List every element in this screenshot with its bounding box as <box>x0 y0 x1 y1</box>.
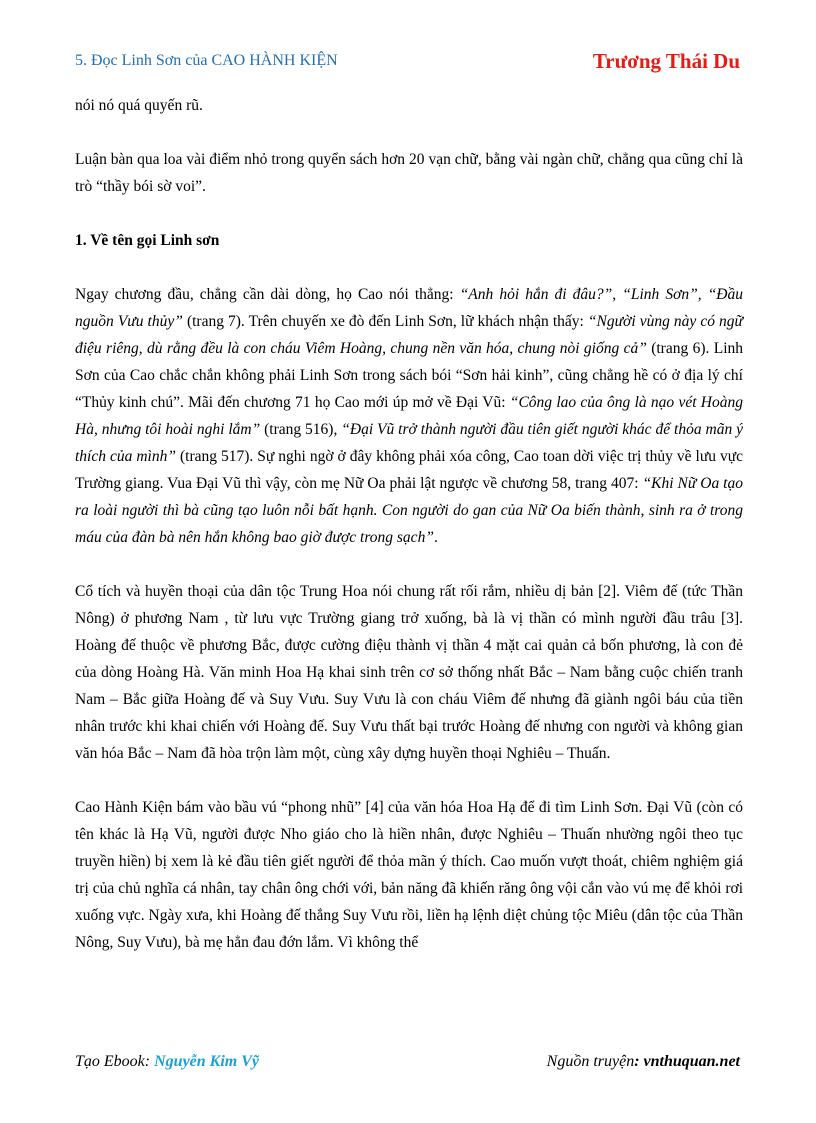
document-body <box>75 92 743 983</box>
text-run: Ngay chương đầu, chẳng cần dài dòng, họ Cao nói thẳng: <box>75 286 460 303</box>
quote: “Người vùng này có ngữ điệu riêng, dù rằng đều là con cháu Viêm Hoàng, chung nền văn hóa, chung nòi giống cả” <box>75 313 743 357</box>
text-run: (trang 517). Sự nghi ngờ ở đây không phải xóa công, Cao toan dời việc trị thủy về lưu vực Trường giang. Vua Đại Vũ thì vậy, còn mẹ Nữ Oa phải lật ngược về chương 58, trang 407: <box>75 448 743 492</box>
footer-ebook-credit <box>75 1053 259 1071</box>
quote: “Anh hỏi hắn đi đâu?”, “Linh Sơn”, “Đầu nguồn Vưu thủy” <box>75 286 744 330</box>
ebook-creator: Nguyễn Kim Vỹ <box>154 1053 259 1070</box>
text-run: (trang 6). Linh Sơn của Cao chắc chắn không phải Linh Sơn trong sách bói “Sơn hải kinh”, cũng chẳng hề có ở địa lý chí “Thủy kinh chú”. Mãi đến chương 71 họ Cao mới úp mở về Đại Vũ: <box>75 340 744 411</box>
quote: “Khi Nữ Oa tạo ra loài người thì bà cũng tạo luôn nỗi bất hạnh. Con người do gan của Nữ Oa biến thành, sinh ra ở trong máu của đàn bà nên hắn không bao giờ được trong sạch” <box>75 475 743 546</box>
paragraph: Cổ tích và huyền thoại của dân tộc Trung Hoa nói chung rất rối rắm, nhiều dị bản [2]. Viêm đế (tức Thần Nông) ở phương Nam , từ lưu vực Trường giang trở xuống, bà là vị thần có mình người đầu trâu [3]. Hoàng đế thuộc về phương Bắc, được cường điệu thành vị thần 4 mặt cai quản cả bốn phương, là con đẻ của dòng Hoàng Hà. Văn minh Hoa Hạ khai sinh trên cơ sở thống nhất Bắc – Nam bằng cuộc chiến tranh Nam – Bắc giữa Hoàng đế và Suy Vưu. Suy Vưu là con cháu Viêm đế nhưng đã giành ngôi báu của tiền nhân trước khi khai chiến với Hoàng đế. Suy Vưu thất bại trước Hoàng đế nhưng con người và không gian văn hóa Bắc – Nam đã hòa trộn làm một, cùng xây dựng huyền thoại Nghiêu – Thuấn. <box>75 583 743 762</box>
text-run: (trang 516), <box>260 421 342 438</box>
text-run: . <box>433 529 438 546</box>
author-name: Trương Thái Du <box>592 49 740 73</box>
source-site: vnthuquan.net <box>643 1053 740 1070</box>
paragraph: Cao Hành Kiện bám vào bầu vú “phong nhũ” [4] của văn hóa Hoa Hạ để đi tìm Linh Sơn. Đại Vũ (còn có tên khác là Hạ Vũ, người được Nho giáo cho là hiền nhân, được Nghiêu – Thuấn nhường ngôi theo tục truyền hiền) bị xem là kẻ đầu tiên giết người để thỏa mãn ý thích. Cao muốn vượt thoát, chiêm nghiệm giá trị của chủ nghĩa cá nhân, tay chân ông chới với, bản năng đã khiến răng ông vội cắn vào vú mẹ để khỏi rơi xuống vực. Ngày xưa, khi Hoàng đế thắng Suy Vưu rồi, liền hạ lệnh diệt chủng tộc Miêu (dân tộc của Thần Nông, Suy Vưu), bà mẹ hẳn đau đớn lắm. Vì không thể <box>75 799 743 951</box>
section-heading: 1. Về tên gọi Linh sơn <box>75 232 220 249</box>
chapter-title: 5. Đọc Linh Sơn của CAO HÀNH KIỆN <box>75 52 338 69</box>
text-run: (trang 7). Trên chuyến xe đò đến Linh Sơn, lữ khách nhận thấy: <box>182 313 588 330</box>
footer-source <box>547 1053 740 1071</box>
paragraph: nói nó quá quyến rũ. <box>75 97 203 114</box>
separator: : <box>144 1053 155 1070</box>
source-label: Nguồn truyện <box>546 1053 635 1070</box>
quote: “Công lao của ông là nạo vét Hoàng Hà, nhưng tôi hoài nghi lắm” <box>75 394 743 438</box>
paragraph <box>75 281 743 551</box>
ebook-label: Tạo Ebook <box>75 1053 145 1070</box>
paragraph: Luận bàn qua loa vài điểm nhỏ trong quyển sách hơn 20 vạn chữ, bằng vài ngàn chữ, chẳng qua cũng chỉ là trò “thầy bói sờ voi”. <box>75 151 743 195</box>
separator: : <box>634 1053 644 1070</box>
quote: “Đại Vũ trở thành người đầu tiên giết người khác để thỏa mãn ý thích của mình” <box>75 421 743 465</box>
